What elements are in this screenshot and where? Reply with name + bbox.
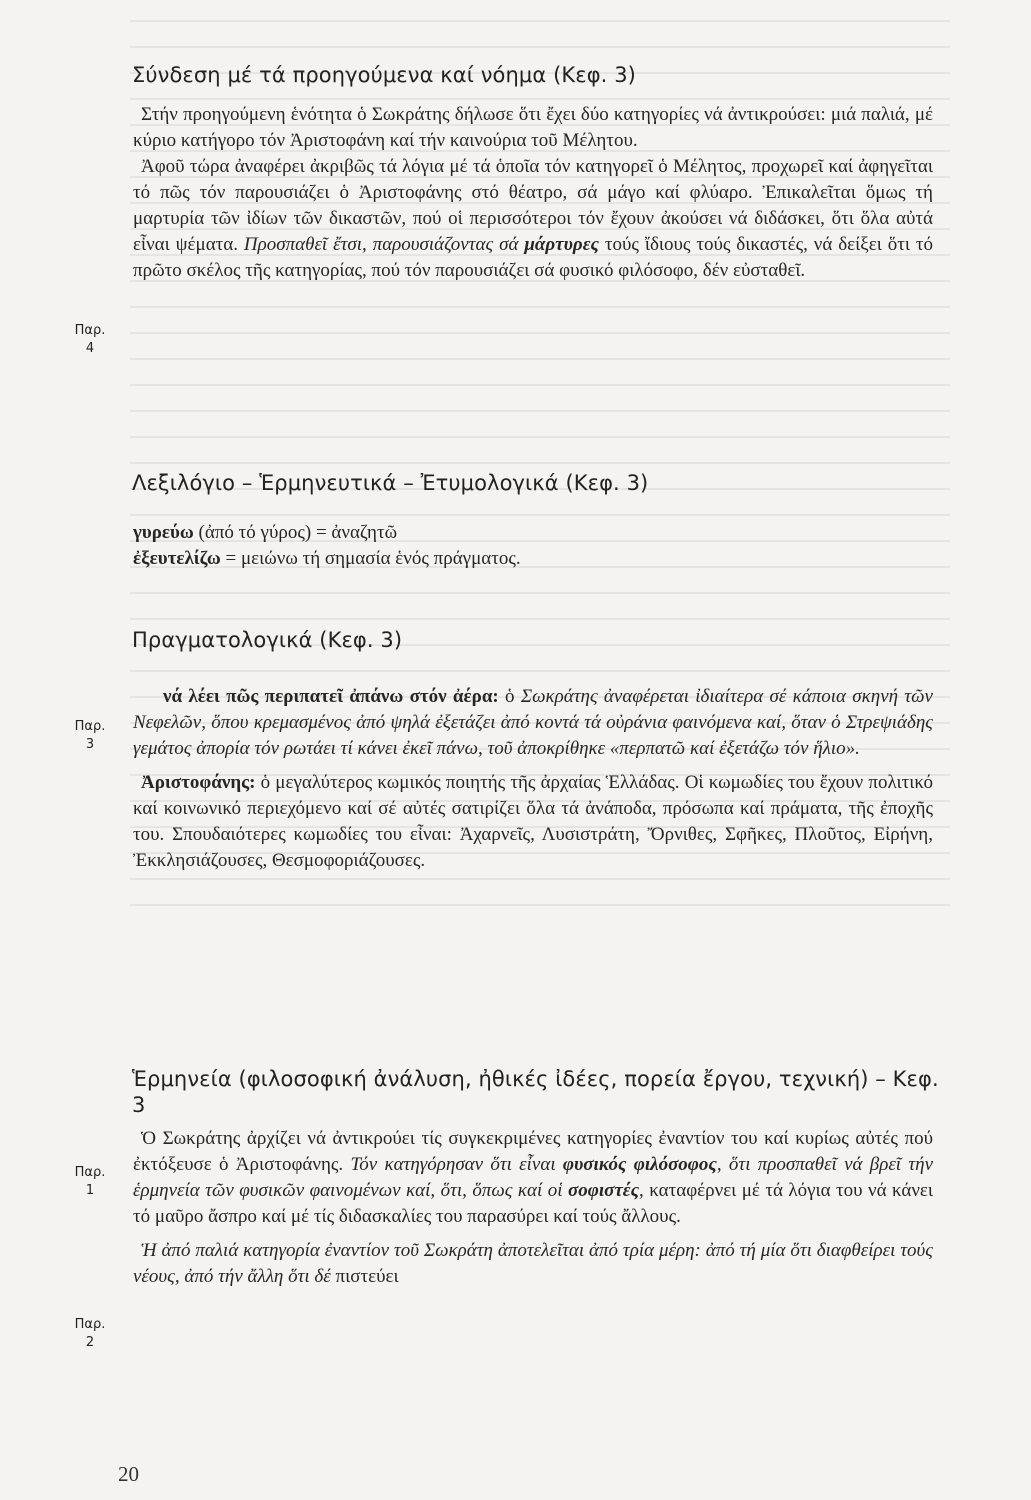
- heading-interpretation: Ἑρμηνεία (φιλοσοφική ἀνάλυση, ἠθικές ἰδέες, πορεία ἔργου, τεχνική) – Κεφ. 3: [132, 1067, 939, 1118]
- margin-note-par-1: Παρ. 1: [74, 1165, 106, 1198]
- margin-note-par-3: Παρ. 3: [74, 719, 106, 752]
- page-number: 20: [118, 1462, 139, 1486]
- section-connection-body: [133, 102, 933, 284]
- factual-entry: νά λέει πῶς περιπατεῖ ἀπάνω στόν ἀέρα: ὁ Σωκράτης ἀναφέρεται ἰδιαίτερα σέ κάποια σκηνή τῶν Νεφελῶν, ὅπου κρεμασμένος ἀπό ψηλά ἐξετάζει ἀπό κοντά τά οὐράνια φαινόμενα καί, ὅταν ὁ Στρεψιάδης γεμάτος ἀπορία τόν ρωτάει τί κάνει ἐκεῖ πάνω, τοῦ ἀποκρίθηκε «περπατῶ καί ἐξετάζω τόν ἥλιο».: [133, 686, 933, 759]
- section-factual-body: [133, 684, 933, 874]
- paragraph: Ὁ Σωκράτης ἀρχίζει νά ἀντικρούει τίς συγκεκριμένες κατηγορίες ἐναντίον του καί κυρίως αὐτές πού ἐκτόξευσε ὁ Ἀριστοφάνης. Τόν κατηγόρησαν ὅτι εἶναι φυσικός φιλόσοφος, ὅτι προσπαθεῖ νά βρεῖ τήν ἑρμηνεία τῶν φυσικῶν φαινομένων καί, ὅτι, ὅπως καί οἱ σοφιστές, καταφέρνει μέ τά λόγια του νά κάνει τό μαῦρο ἄσπρο καί μέ τίς διδασκαλίες του παρασύρει καί τούς ἄλλους.: [133, 1128, 934, 1227]
- margin-note-par-4: Παρ. 4: [74, 323, 106, 356]
- section-interpretation-body: [133, 1126, 933, 1290]
- margin-note-par-2: Παρ. 2: [74, 1317, 106, 1350]
- vocab-entry: ἐξευτελίζω = μειώνω τή σημασία ἑνός πράγματος.: [133, 548, 521, 569]
- heading-connection: Σύνδεση μέ τά προηγούμενα καί νόημα (Κεφ. 3): [132, 63, 636, 87]
- factual-entry: Ἀριστοφάνης: ὁ μεγαλύτερος κωμικός ποιητής τῆς ἀρχαίας Ἑλλάδας. Οἱ κωμωδίες του ἔχουν πολιτικό καί κοινωνικό περιεχόμενο καί σέ αὐτές σατιρίζει ὅλα τά ἀνάποδα, πρόσωπα καί πράματα, τῆς ἐποχῆς του. Σπουδαιότερες κωμωδίες του εἶναι: Ἀχαρνεῖς, Λυσιστράτη, Ὄρνιθες, Σφῆκες, Πλοῦτος, Εἰρήνη, Ἐκκλησιάζουσες, Θεσμοφοριάζουσες.: [133, 772, 933, 871]
- heading-factual: Πραγματολογικά (Κεφ. 3): [132, 628, 403, 652]
- paragraph: Στήν προηγούμενη ἑνότητα ὁ Σωκράτης δήλωσε ὅτι ἔχει δύο κατηγορίες νά ἀντικρούσει: μιά παλιά, μέ κύριο κατήγορο τόν Ἀριστοφάνη καί τήν καινούρια τοῦ Μέλητου.: [133, 104, 933, 151]
- heading-vocabulary: Λεξιλόγιο – Ἑρμηνευτικά – Ἐτυμολογικά (Κεφ. 3): [132, 471, 649, 495]
- paragraph: Ἀφοῦ τώρα ἀναφέρει ἀκριβῶς τά λόγια μέ τά ὁποῖα τόν κατηγορεῖ ὁ Μέλητος, προχωρεῖ καί ἀφηγεῖται τό πῶς τόν παρουσιάζει ὁ Ἀριστοφάνης στό θέατρο, σά μάγο καί φλύαρο. Ἐπικαλεῖται ὅμως τή μαρτυρία τῶν ἰδίων τῶν δικαστῶν, πού οἱ περισσότεροι τόν ἔχουν ἀκούσει νά διδάσκει, ὅτι ὅλα αὐτά εἶναι ψέματα. Προσπαθεῖ ἔτσι, παρουσιάζοντας σά μάρτυρες τούς ἴδιους τούς δικαστές, νά δείξει ὅτι τό πρῶτο σκέλος τῆς κατηγορίας, πού τόν παρουσιάζει σά φυσικό φιλόσοφο, δέν εὐσταθεῖ.: [133, 156, 933, 281]
- paragraph: Ἡ ἀπό παλιά κατηγορία ἐναντίον τοῦ Σωκράτη ἀποτελεῖται ἀπό τρία μέρη: ἀπό τή μία ὅτι διαφθείρει τούς νέους, ἀπό τήν ἄλλη ὅτι δέ πιστεύει: [133, 1240, 933, 1287]
- section-vocabulary-body: [133, 520, 933, 572]
- vocab-entry: γυρεύω (ἀπό τό γύρος) = ἀναζητῶ: [133, 522, 398, 543]
